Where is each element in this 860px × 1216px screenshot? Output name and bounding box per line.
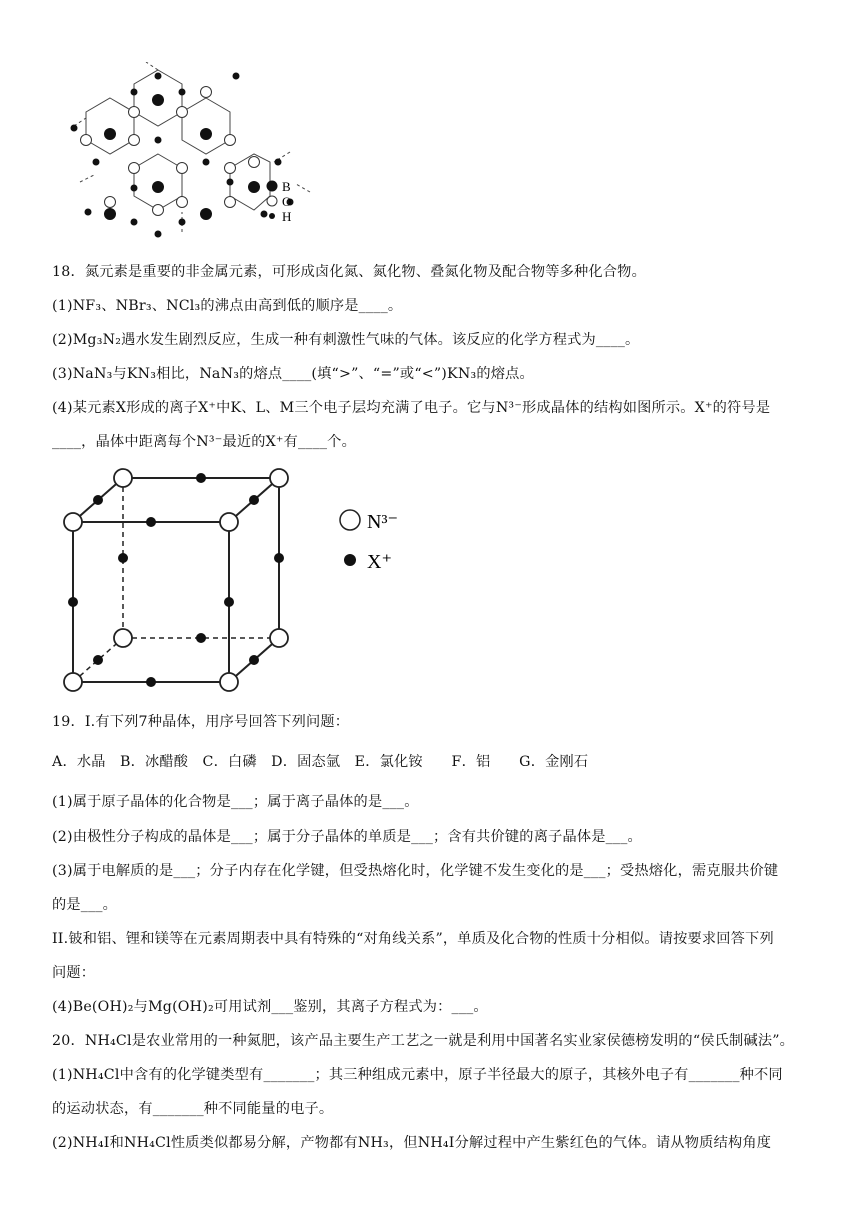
legend-n3-label: N³⁻ xyxy=(367,511,398,533)
q20-part2: (2)NH₄I和NH₄Cl性质类似都易分解，产物都有NH₃，但NH₄I分解过程中产生紫红色的气体。请从物质结构角度 xyxy=(52,1135,772,1151)
q19-stem: 19．I.有下列7种晶体，用序号回答下列问题： xyxy=(52,714,350,730)
q18-part4-line2: ____，晶体中距离每个N³⁻最近的X⁺有____个。 xyxy=(52,434,356,450)
q20-part1-line2: 的运动状态，有_______种不同能量的电子。 xyxy=(52,1101,334,1117)
legend-h-marker xyxy=(269,213,275,219)
q19-part1: (1)属于原子晶体的化合物是___；属于离子晶体的是___。 xyxy=(52,794,419,810)
legend-x-marker xyxy=(344,554,356,566)
q18-part3: (3)NaN₃与KN₃相比，NaN₃的熔点____(填“>”、“=”或“<”)KN₃的熔点。 xyxy=(52,366,534,382)
q18-stem: 18．氮元素是重要的非金属元素，可形成卤化氮、氮化物、叠氮化物及配合物等多种化合物。 xyxy=(52,264,646,280)
q18-part4-line1: (4)某元素X形成的离子X⁺中K、L、M三个电子层均充满了电子。它与N³⁻形成晶体的结构如图所示。X⁺的符号是 xyxy=(52,400,771,416)
legend-b-marker xyxy=(267,181,278,192)
legend-n3-marker xyxy=(340,510,360,530)
q19-part4: (4)Be(OH)₂与Mg(OH)₂可用试剂___鉴别，其离子方程式为：___。 xyxy=(52,999,488,1015)
legend-x-label: X⁺ xyxy=(367,551,392,573)
legend-o-marker xyxy=(267,196,277,206)
q19-ii-line2: 问题： xyxy=(52,965,96,981)
q19-part3-line1: (3)属于电解质的是___；分子内存在化学键，但受热熔化时，化学键不发生变化的是___；受热熔化，需克服共价键 xyxy=(52,863,779,879)
legend-h-label: H xyxy=(282,209,292,224)
q18-part2: (2)Mg₃N₂遇水发生剧烈反应，生成一种有刺激性气味的气体。该反应的化学方程式为____。 xyxy=(52,332,640,348)
boric-acid-structure-figure xyxy=(60,62,360,242)
q19-part2: (2)由极性分子构成的晶体是___；属于分子晶体的单质是___；含有共价键的离子晶体是___。 xyxy=(52,829,642,845)
q20-part1-line1: (1)NH₄Cl中含有的化学键类型有_______；其三种组成元素中，原子半径最大的原子，其核外电子有_______种不同 xyxy=(52,1067,783,1083)
q18-part1: (1)NF₃、NBr₃、NCl₃的沸点由高到低的顺序是____。 xyxy=(52,298,403,314)
cubic-crystal-figure xyxy=(55,460,415,700)
q20-stem: 20．NH₄Cl是农业常用的一种氮肥，该产品主要生产工艺之一就是利用中国著名实业家侯德榜发明的“侯氏制碱法”。 xyxy=(52,1033,795,1049)
legend-o-label: O xyxy=(282,194,292,209)
q19-ii-line1: II.铍和铝、锂和镁等在元素周期表中具有特殊的“对角线关系”，单质及化合物的性质十分相似。请按要求回答下列 xyxy=(52,931,774,947)
q19-options: A．水晶 B．冰醋酸 C．白磷 D．固态氩 E．氯化铵 F．铝 G．金刚石 xyxy=(52,754,589,770)
legend-b-label: B xyxy=(282,179,291,194)
q19-part3-line2: 的是___。 xyxy=(52,897,118,913)
